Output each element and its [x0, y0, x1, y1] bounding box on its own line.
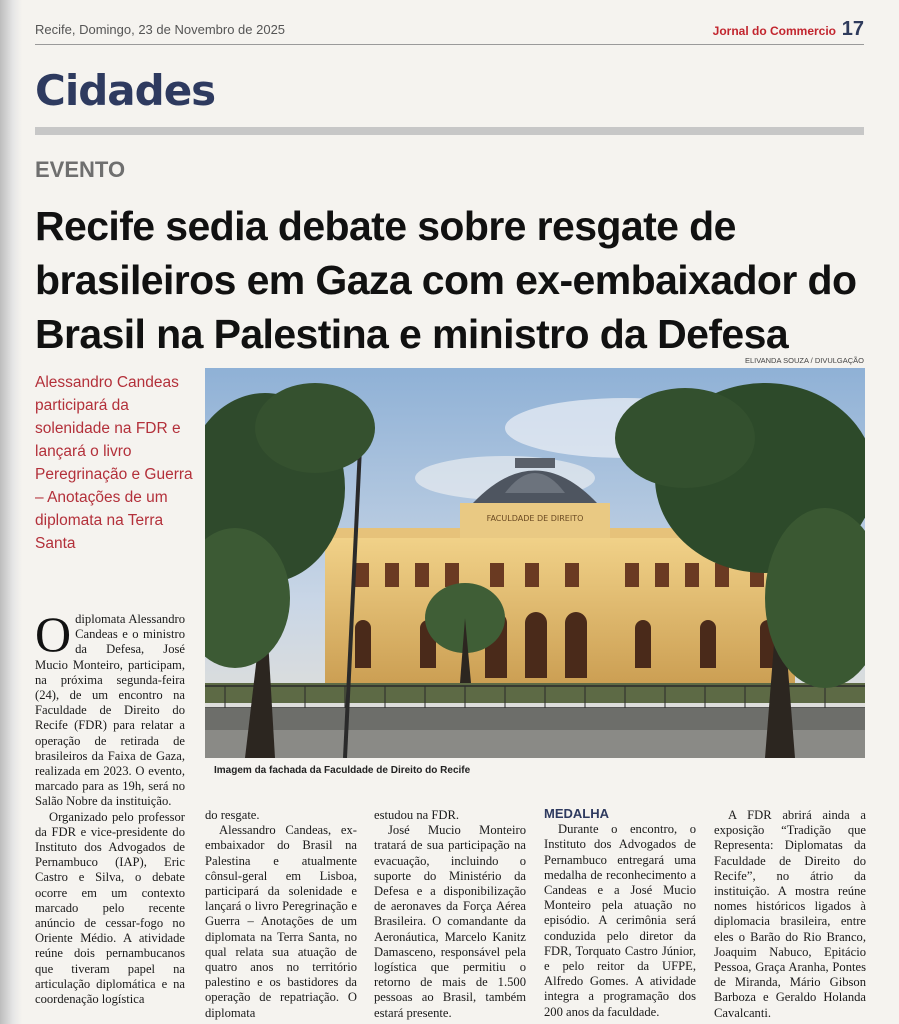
body-paragraph: Durante o encontro, o Instituto dos Advogados de Pernambuco entregará uma medalha de reconhecimento a Candeas e a José Mucio Monteiro pela atuação no episódio. A cerimônia será conduzida pelo diretor da FDR, Torquato Castro Júnior, e pelo reitor da UFPE, Alfredo Gomes. A atividade integra a programação dos 200 anos da faculdade. — [544, 822, 696, 1019]
subhead-medalha: MEDALHA — [544, 806, 609, 821]
body-column-1 — [35, 606, 185, 1007]
building-sign: FACULDADE DE DIREITO — [486, 514, 584, 523]
dateline: Recife, Domingo, 23 de Novembro de 2025 — [35, 22, 286, 37]
section-rule — [35, 127, 864, 135]
article-headline: Recife sedia debate sobre resgate de brasileiros em Gaza com ex-embaixador do Brasil na Palestina e ministro da Defesa — [35, 203, 857, 357]
body-paragraph: A FDR abrirá ainda a exposição “Tradição que Representa: Diplomatas da Faculdade de Direito do Recife”, no átrio da instituição. A mostra reúne nomes históricos ligados à diplomacia brasileira, entre eles o Barão do Rio Branco, Joaquim Nabuco, Epitácio Pessoa, Graça Aranha, Pontes de Miranda, Mário Gibson Barboza e Geraldo Holanda Cavalcanti. — [714, 808, 866, 1020]
section-title: Cidades — [35, 66, 216, 115]
newspaper-brand: Jornal do Commercio — [712, 24, 836, 38]
page-header — [35, 18, 864, 45]
body-paragraph: estudou na FDR. — [374, 808, 460, 822]
article-kicker: EVENTO — [35, 157, 126, 182]
drop-cap: O — [35, 606, 72, 662]
body-column-2 — [205, 808, 357, 1021]
page-spine-shadow — [0, 0, 22, 1024]
article-standfirst: Alessandro Candeas participará da solenidade na FDR e lançará o livro Peregrinação e Guerra – Anotações de um diplomata na Terra Santa — [35, 374, 193, 552]
page-number: 17 — [841, 18, 864, 40]
article-photo — [205, 368, 865, 758]
photo-caption: Imagem da fachada da Faculdade de Direito do Recife — [214, 765, 471, 776]
body-paragraph: do resgate. — [205, 808, 260, 822]
body-paragraph: Alessandro Candeas, ex-embaixador do Brasil na Palestina e atualmente cônsul-geral em Lisboa, participará da solenidade e lançará o livro Peregrinação e Guerra – Anotações de um diplomata na Terra Santa, no qual relata sua atuação de quatro anos no território palestino e os bastidores da operação de repatriação. O diplomata — [205, 823, 357, 1020]
body-paragraph — [35, 606, 185, 810]
body-column-4 — [544, 806, 696, 1020]
photo-credit: ELIVANDA SOUZA / DIVULGAÇÃO — [744, 356, 864, 365]
faculty-facade-illustration — [205, 368, 865, 758]
body-paragraph: José Mucio Monteiro tratará de sua participação na evacuação, incluindo o suporte do Ministério da Defesa e a disponibilização de aeronaves da Força Aérea Brasileira. O comandante da Aeronáutica, Marcelo Kanitz Damasceno, responsável pela logística que permitiu o retorno de mais de 1.500 pessoas ao Brasil, também estará presente. — [374, 823, 526, 1020]
body-paragraph: Organizado pelo professor da FDR e vice-presidente do Instituto dos Advogados de Pernambuco (IAP), Eric Castro e Silva, o debate ocorre em um contexto marcado pelo recente anúncio de cessar-fogo no Oriente Médio. A atividade reúne dois pernambucanos que tiveram papel na articulação diplomática e na coordenação logística — [35, 809, 185, 1007]
body-column-3 — [374, 808, 526, 1021]
body-text: diplomata Alessandro Candeas e o ministro da Defesa, José Mucio Monteiro, participam, na próxima segunda-feira (24), de um encontro na Faculdade de Direito do Recife (FDR) para relatar a operação de retirada de brasileiros da Faixa de Gaza, realizada em 2023. O evento, marcado para as 19h, será no Salão Nobre da instituição. — [35, 612, 185, 809]
body-column-5 — [714, 808, 866, 1021]
